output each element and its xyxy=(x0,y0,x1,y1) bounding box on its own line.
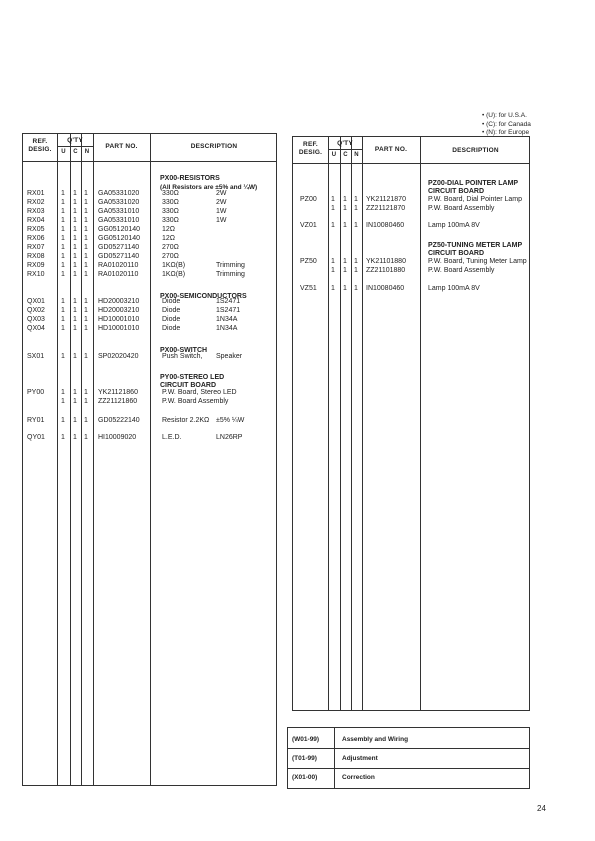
legend-canada: • (C): for Canada xyxy=(482,120,531,128)
left-qty-c: 1 xyxy=(73,398,77,405)
left-desc-2: Trimming xyxy=(216,262,245,269)
left-qty-c: 1 xyxy=(73,389,77,396)
section-dial-pointer-board: CIRCUIT BOARD xyxy=(428,188,484,195)
left-desc: 1KΩ(B) xyxy=(162,271,186,278)
region-legend xyxy=(482,112,531,138)
left-part-no: GD05271140 xyxy=(98,244,140,251)
left-ref: RX03 xyxy=(27,208,45,215)
left-qty-n: 1 xyxy=(84,217,88,224)
left-qty-u: 1 xyxy=(61,307,65,314)
left-part-no: GA05331010 xyxy=(98,208,140,215)
left-desc: Push Switch, xyxy=(162,353,203,360)
code-assembly: (W01-99) xyxy=(292,736,320,743)
right-qty-u: 1 xyxy=(331,196,335,203)
left-qty-u: 1 xyxy=(61,417,65,424)
right-desc: P.W. Board, Dial Pointer Lamp xyxy=(428,196,523,203)
right-qty-u: 1 xyxy=(331,258,335,265)
right-qty-u: 1 xyxy=(331,267,335,274)
left-qty-c: 1 xyxy=(73,190,77,197)
left-desc-2: 1S2471 xyxy=(216,307,241,314)
header-desig: DESIG. xyxy=(28,146,52,153)
right-part-no: YK21121870 xyxy=(366,196,406,203)
left-desc: 12Ω xyxy=(162,226,176,233)
left-qty-u: 1 xyxy=(61,226,65,233)
left-desc: 270Ω xyxy=(162,253,179,260)
left-ref: SX01 xyxy=(27,353,45,360)
right-part-no: ZZ21101880 xyxy=(366,267,406,274)
left-part-no: RA01020110 xyxy=(98,271,139,278)
left-part-no: GA05331020 xyxy=(98,199,140,206)
left-desc: L.E.D. xyxy=(162,434,182,441)
right-part-no: IN10080460 xyxy=(366,222,405,229)
header-desig: DESIG. xyxy=(298,149,323,156)
left-desc: 330Ω xyxy=(162,199,179,206)
left-qty-c: 1 xyxy=(73,208,77,215)
left-desc-2: 2W xyxy=(216,190,227,197)
left-qty-c: 1 xyxy=(73,253,77,260)
right-qty-c: 1 xyxy=(343,196,347,203)
left-qty-u: 1 xyxy=(61,235,65,242)
left-qty-c: 1 xyxy=(73,199,77,206)
left-qty-u: 1 xyxy=(61,262,65,269)
left-desc: Diode xyxy=(162,307,181,314)
left-qty-n: 1 xyxy=(84,199,88,206)
section-tuning-meter: PZ50-TUNING METER LAMP xyxy=(428,242,523,249)
left-desc-2: 2W xyxy=(216,199,227,206)
left-desc-2: Speaker xyxy=(216,353,243,360)
left-desc: Diode xyxy=(162,316,181,323)
right-qty-n: 1 xyxy=(354,285,358,292)
header-qty: Q'TY xyxy=(337,140,353,147)
right-part-no: YK21101880 xyxy=(366,258,406,265)
left-desc: Diode xyxy=(162,325,181,332)
header-qty: Q'TY xyxy=(67,137,83,144)
right-qty-c: 1 xyxy=(343,205,347,212)
left-ref: RX06 xyxy=(27,235,45,242)
left-qty-u: 1 xyxy=(61,190,65,197)
left-desc: P.W. Board, Stereo LED xyxy=(162,389,237,396)
header-ref: REF. xyxy=(303,141,318,148)
left-ref: RX08 xyxy=(27,253,45,260)
section-resistors: PX00-RESISTORS xyxy=(160,175,220,182)
left-qty-c: 1 xyxy=(73,316,77,323)
section-stereo-led-board: CIRCUIT BOARD xyxy=(160,382,216,389)
left-qty-u: 1 xyxy=(61,208,65,215)
left-part-no: SP02020420 xyxy=(98,353,139,360)
right-qty-u: 1 xyxy=(331,205,335,212)
right-part-no: ZZ21121870 xyxy=(366,205,406,212)
section-stereo-led: PY00-STEREO LED xyxy=(160,374,225,381)
left-part-no: GA05331020 xyxy=(98,190,140,197)
left-desc: 330Ω xyxy=(162,217,179,224)
header-c: C xyxy=(73,149,78,155)
left-qty-u: 1 xyxy=(61,199,65,206)
right-qty-n: 1 xyxy=(354,258,358,265)
header-n: N xyxy=(84,149,90,155)
left-ref: QY01 xyxy=(27,434,45,441)
right-ref: VZ51 xyxy=(300,285,317,292)
header-c: C xyxy=(343,152,348,158)
header-u: U xyxy=(61,149,66,155)
left-part-no: HD10001010 xyxy=(98,316,140,323)
left-qty-c: 1 xyxy=(73,434,77,441)
left-qty-u: 1 xyxy=(61,434,65,441)
left-desc-2: 1S2471 xyxy=(216,298,241,305)
left-part-no: GD05222140 xyxy=(98,417,140,424)
left-ref: QX01 xyxy=(27,298,45,305)
left-qty-n: 1 xyxy=(84,253,88,260)
left-qty-n: 1 xyxy=(84,271,88,278)
header-part-no: PART NO. xyxy=(105,143,138,150)
right-qty-c: 1 xyxy=(343,222,347,229)
right-ref: VZ01 xyxy=(300,222,317,229)
left-ref: RX05 xyxy=(27,226,45,233)
left-ref: RX01 xyxy=(27,190,45,197)
left-qty-c: 1 xyxy=(73,325,77,332)
header-n: N xyxy=(354,152,359,158)
left-qty-n: 1 xyxy=(84,353,88,360)
left-qty-n: 1 xyxy=(84,417,88,424)
left-desc: 330Ω xyxy=(162,190,179,197)
left-desc-2: 1W xyxy=(216,208,227,215)
left-qty-c: 1 xyxy=(73,353,77,360)
code-correction: (X01-00) xyxy=(292,774,318,781)
left-qty-u: 1 xyxy=(61,244,65,251)
right-qty-n: 1 xyxy=(354,205,358,212)
right-qty-n: 1 xyxy=(354,267,358,274)
left-part-no: RA01020110 xyxy=(98,262,139,269)
left-ref: RX10 xyxy=(27,271,45,278)
left-desc-2: Trimming xyxy=(216,271,245,278)
header-description: DESCRIPTION xyxy=(190,143,238,150)
left-qty-n: 1 xyxy=(84,235,88,242)
left-qty-n: 1 xyxy=(84,325,88,332)
left-desc-2: 1W xyxy=(216,217,227,224)
label-correction: Correction xyxy=(342,774,375,781)
left-qty-c: 1 xyxy=(73,271,77,278)
left-part-no: HI10009020 xyxy=(98,434,137,441)
left-qty-c: 1 xyxy=(73,262,77,269)
left-part-no: HD20003210 xyxy=(98,307,140,314)
left-qty-n: 1 xyxy=(84,298,88,305)
left-qty-u: 1 xyxy=(61,398,65,405)
left-desc-2: 1N34A xyxy=(216,325,238,332)
left-qty-u: 1 xyxy=(61,298,65,305)
left-qty-c: 1 xyxy=(73,307,77,314)
right-qty-c: 1 xyxy=(343,285,347,292)
left-ref: RX09 xyxy=(27,262,45,269)
left-ref: RX02 xyxy=(27,199,45,206)
section-tuning-meter-board: CIRCUIT BOARD xyxy=(428,250,484,257)
legend-code-box xyxy=(287,727,530,789)
left-qty-n: 1 xyxy=(84,434,88,441)
left-qty-u: 1 xyxy=(61,353,65,360)
left-qty-u: 1 xyxy=(61,253,65,260)
right-desc: P.W. Board Assembly xyxy=(428,267,495,274)
left-part-no: ZZ21121860 xyxy=(98,398,138,405)
left-ref: QX02 xyxy=(27,307,45,314)
left-ref: PY00 xyxy=(27,389,45,396)
left-qty-n: 1 xyxy=(84,226,88,233)
right-qty-n: 1 xyxy=(354,196,358,203)
left-ref: QX04 xyxy=(27,325,45,332)
left-qty-u: 1 xyxy=(61,325,65,332)
header-u: U xyxy=(331,152,337,158)
section-switch: PX00-SWITCH xyxy=(160,347,208,354)
left-part-no: HD20003210 xyxy=(98,298,140,305)
left-ref: RX07 xyxy=(27,244,45,251)
right-ref: PZ00 xyxy=(300,196,317,203)
left-part-no: GG05120140 xyxy=(98,235,141,242)
left-ref: QX03 xyxy=(27,316,45,323)
left-qty-n: 1 xyxy=(84,307,88,314)
left-qty-n: 1 xyxy=(84,398,88,405)
left-ref: RX04 xyxy=(27,217,45,224)
right-desc: Lamp 100mA 8V xyxy=(428,285,480,292)
left-part-no: GD05271140 xyxy=(98,253,140,260)
legend-usa: • (U): for U.S.A. xyxy=(482,112,527,119)
left-qty-c: 1 xyxy=(73,226,77,233)
left-desc-2: LN26RP xyxy=(216,434,243,441)
left-desc: 270Ω xyxy=(162,244,179,251)
left-qty-c: 1 xyxy=(73,417,77,424)
left-qty-c: 1 xyxy=(73,217,77,224)
right-qty-c: 1 xyxy=(343,258,347,265)
left-qty-c: 1 xyxy=(73,244,77,251)
left-desc-2: 1N34A xyxy=(216,316,238,323)
label-adjustment: Adjustment xyxy=(342,755,378,762)
section-semiconductors: PX00-SEMICONDUCTORS xyxy=(160,293,247,300)
label-assembly: Assembly and Wiring xyxy=(342,736,409,743)
left-desc: Resistor 2.2KΩ xyxy=(162,417,210,424)
left-ref: RY01 xyxy=(27,417,45,424)
left-qty-u: 1 xyxy=(61,271,65,278)
right-qty-n: 1 xyxy=(354,222,358,229)
left-desc: 330Ω xyxy=(162,208,179,215)
section-dial-pointer: PZ00-DIAL POINTER LAMP xyxy=(428,180,519,187)
left-part-no: GG05120140 xyxy=(98,226,141,233)
right-desc: Lamp 100mA 8V xyxy=(428,222,480,229)
left-desc: Diode xyxy=(162,298,181,305)
left-qty-n: 1 xyxy=(84,262,88,269)
left-part-no: GA05331010 xyxy=(98,217,140,224)
left-desc-2: ±5% ¼W xyxy=(216,417,245,424)
right-ref: PZ50 xyxy=(300,258,317,265)
legend-europe: • (N): for Europe xyxy=(482,129,530,136)
left-qty-n: 1 xyxy=(84,208,88,215)
right-desc: P.W. Board Assembly xyxy=(428,205,495,212)
left-part-no: YK21121860 xyxy=(98,389,138,396)
right-qty-c: 1 xyxy=(343,267,347,274)
left-qty-n: 1 xyxy=(84,389,88,396)
header-part-no: PART NO. xyxy=(374,146,408,153)
right-desc: P.W. Board, Tuning Meter Lamp xyxy=(428,258,527,265)
left-qty-c: 1 xyxy=(73,298,77,305)
left-qty-c: 1 xyxy=(73,235,77,242)
left-qty-n: 1 xyxy=(84,190,88,197)
left-qty-u: 1 xyxy=(61,217,65,224)
page-number: 24 xyxy=(537,804,546,813)
left-desc: 1KΩ(B) xyxy=(162,262,186,269)
code-adjustment: (T01-99) xyxy=(292,755,317,762)
right-qty-u: 1 xyxy=(331,285,335,292)
left-qty-n: 1 xyxy=(84,316,88,323)
left-qty-n: 1 xyxy=(84,244,88,251)
left-desc: P.W. Board Assembly xyxy=(162,398,229,405)
header-description: DESCRIPTION xyxy=(452,147,499,154)
right-qty-u: 1 xyxy=(331,222,335,229)
left-part-no: HD10001010 xyxy=(98,325,140,332)
left-desc: 12Ω xyxy=(162,235,176,242)
left-qty-u: 1 xyxy=(61,316,65,323)
right-part-no: IN10080460 xyxy=(366,285,405,292)
section-resistors-note: (All Resistors are ±5% and ¼W) xyxy=(160,184,258,191)
header-ref: REF. xyxy=(32,138,48,145)
left-qty-u: 1 xyxy=(61,389,65,396)
